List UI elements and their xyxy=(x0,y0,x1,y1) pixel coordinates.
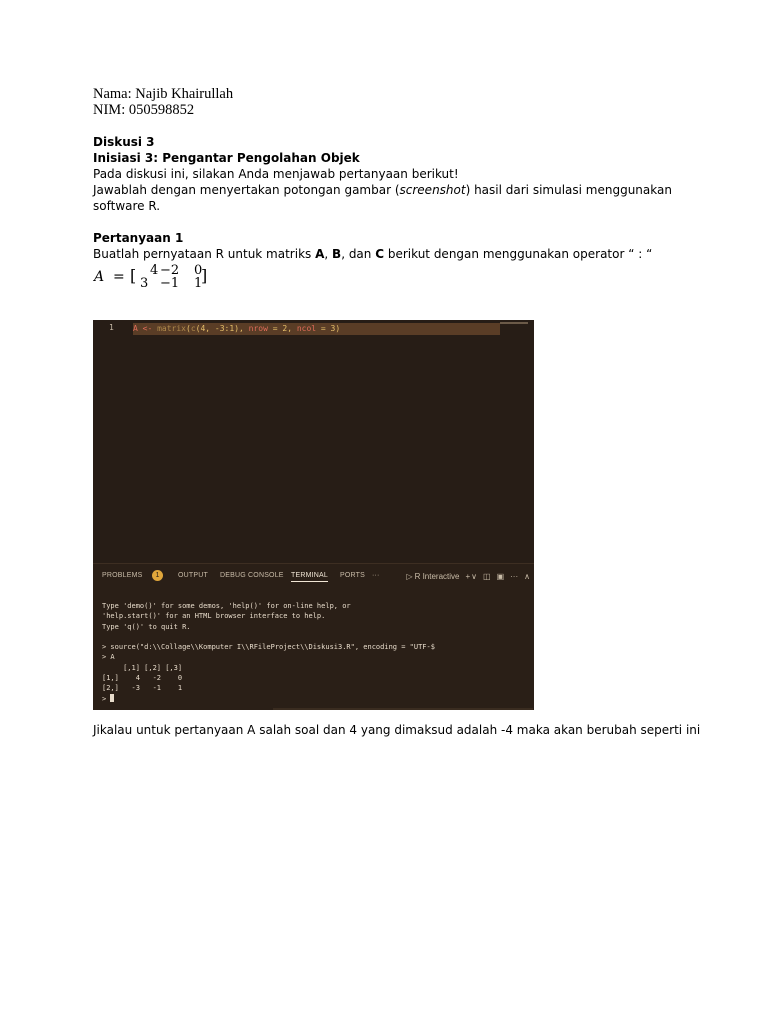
tab-terminal[interactable]: TERMINAL xyxy=(291,572,328,582)
instruction-part-2: ) hasil dari simulasi menggunakan xyxy=(465,183,672,197)
terminal-line: [1,] 4 -2 0 xyxy=(102,674,183,683)
instruction-italic: screenshot xyxy=(399,183,466,197)
vscode-screenshot xyxy=(93,320,534,710)
formula-cell-r1c1: 4 xyxy=(150,263,159,278)
code-editor xyxy=(93,320,534,563)
chevron-down-icon[interactable]: ∨ xyxy=(471,572,478,581)
code-token-assign: <- xyxy=(137,324,158,333)
question-text-part-2: berikut dengan menggunakan operator “ : “ xyxy=(384,247,653,261)
trash-icon[interactable]: ▣ xyxy=(496,572,505,581)
terminal-line: Type 'demo()' for some demos, 'help()' for on-line help, or xyxy=(102,602,351,610)
code-token-paren-close: ) xyxy=(335,324,341,333)
r-interactive-label[interactable]: R Interactive xyxy=(414,572,460,581)
code-token-ncol-val: = 3 xyxy=(316,324,336,333)
matrix-c-label: C xyxy=(375,247,385,261)
tab-problems[interactable]: PROBLEMS xyxy=(102,572,143,579)
split-terminal-icon[interactable]: ◫ xyxy=(483,572,491,581)
code-token-fn: matrix xyxy=(157,324,186,333)
terminal-line: Type 'q()' to quit R. xyxy=(102,622,191,631)
code-token-nrow: nrow xyxy=(248,324,268,333)
footer-note: Jikalau untuk pertanyaan A salah soal dan 4 yang dimaksud adalah -4 maka akan berubah seperti ini xyxy=(93,723,701,737)
formula-variable: A xyxy=(94,269,105,285)
code-token-args: (4, -3:1) xyxy=(195,324,240,333)
terminal-prompt-line xyxy=(102,694,435,704)
terminal-line: > A xyxy=(102,653,115,662)
more-actions-icon[interactable]: ··· xyxy=(510,572,519,581)
terminal-cursor xyxy=(110,694,114,702)
formula-cell-r1c3: 0 xyxy=(194,263,203,278)
maximize-panel-icon[interactable]: ∧ xyxy=(524,572,530,581)
student-nim: NIM: 050598852 xyxy=(93,102,195,118)
discussion-subtitle-text: Inisiasi 3: Pengantar Pengolahan Objek xyxy=(93,151,360,165)
code-token-comma: , xyxy=(239,324,249,333)
terminal-prompt: > xyxy=(102,694,111,703)
discussion-title-text: Diskusi 3 xyxy=(93,135,155,149)
code-line xyxy=(133,323,340,335)
discussion-subtitle xyxy=(93,150,360,166)
matrix-b-label: B xyxy=(332,247,342,261)
code-token-paren-open: ( xyxy=(186,324,191,333)
matrix-a-label: A xyxy=(315,247,325,261)
formula-cell-r2c3: 1 xyxy=(194,276,203,291)
question-title-text: Pertanyaan 1 xyxy=(93,231,184,245)
formula-right-bracket: ] xyxy=(201,266,208,285)
terminal-line xyxy=(102,632,435,642)
discussion-instruction xyxy=(93,182,672,198)
formula-cell-r2c2: −1 xyxy=(160,276,180,291)
tab-debug-console[interactable]: DEBUG CONSOLE xyxy=(220,572,284,579)
question-text-part-1: Buatlah pernyataan R untuk matriks xyxy=(93,247,316,261)
question-sep-1: , xyxy=(324,247,333,261)
tab-output[interactable]: OUTPUT xyxy=(178,572,208,579)
formula-left-bracket: [ xyxy=(130,266,137,285)
formula-cell-r2c1: 3 xyxy=(140,276,149,291)
student-name: Nama: Najib Khairullah xyxy=(93,86,234,102)
instruction-part-1: Jawablah dengan menyertakan potongan gambar ( xyxy=(93,183,400,197)
discussion-title xyxy=(93,134,155,150)
tab-ports[interactable]: PORTS xyxy=(340,572,365,579)
code-token-nrow-val: = 2, xyxy=(267,324,297,333)
code-token-ncol: ncol xyxy=(296,324,317,333)
terminal-line: > source("d:\\Collage\\Komputer I\\RFileProject\\Diskusi3.R", encoding = "UTF-$ xyxy=(102,643,435,652)
panel-actions xyxy=(400,572,530,581)
question-title xyxy=(93,230,183,246)
problems-count-badge: 1 xyxy=(152,570,163,581)
line-number: 1 xyxy=(109,323,114,332)
terminal-line: [,1] [,2] [,3] xyxy=(102,663,183,672)
question-text xyxy=(93,246,652,262)
formula-equals: = xyxy=(113,269,125,285)
more-tabs-icon[interactable]: ··· xyxy=(372,572,380,579)
terminal-output[interactable] xyxy=(102,601,435,704)
minimap[interactable] xyxy=(500,322,528,324)
new-terminal-icon[interactable]: + xyxy=(465,572,471,581)
question-sep-2: , dan xyxy=(341,247,376,261)
bottom-panel xyxy=(93,563,534,710)
terminal-line: [2,] -3 -1 1 xyxy=(102,684,183,693)
formula-cell-r1c2: −2 xyxy=(160,263,180,278)
status-bar xyxy=(273,708,533,710)
terminal-icon: ▷ xyxy=(406,572,413,581)
terminal-line: 'help.start()' for an HTML browser interface to help. xyxy=(102,612,326,621)
matrix-formula xyxy=(93,263,233,291)
code-token-var: A xyxy=(133,324,138,333)
discussion-intro: Pada diskusi ini, silakan Anda menjawab pertanyaan berikut! xyxy=(93,167,459,181)
discussion-instruction-line2: software R. xyxy=(93,199,161,213)
code-token-c: c xyxy=(190,324,196,333)
